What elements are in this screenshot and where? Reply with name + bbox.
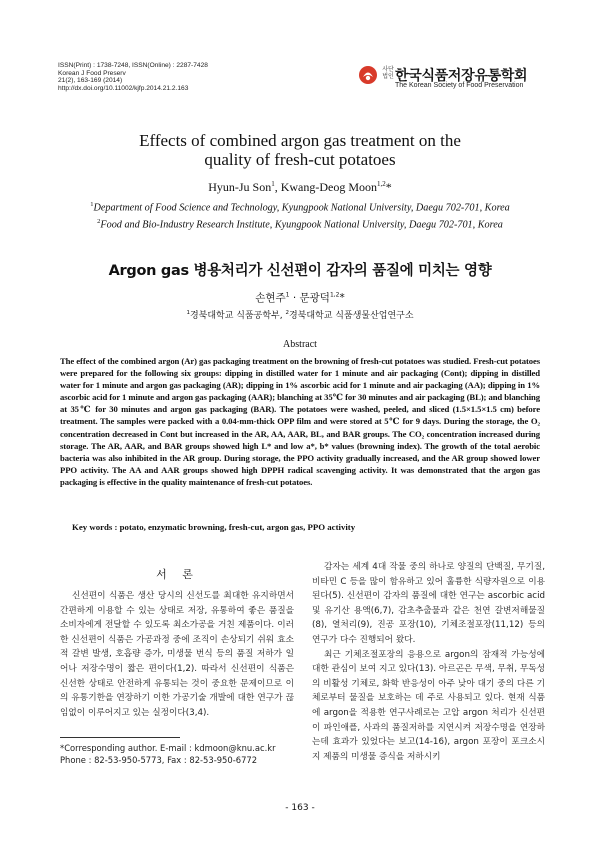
author-sup: 1 bbox=[271, 180, 275, 188]
society-name-en: The Korean Society of Food Preservation bbox=[395, 82, 524, 89]
keywords bbox=[72, 522, 542, 532]
footnote-phone: Phone : 82-53-950-5773, Fax : 82-53-950-6772 bbox=[60, 755, 258, 765]
paragraph: 신선편이 식품은 생산 당시의 신선도를 최대한 유지하면서 간편하게 이용할 수 있는 상태로 저장, 유통하여 좋은 품질을 소비자에게 전달할 수 있도록 최소가공을 거친 제품이다. 이러한 신선편이 식품은 가공과정 중에 조직이 손상되기 쉬워 효소적 갈변 발생, 호흡량 증가, 미생물 번식 등의 품질 저하가 일어나 저장수명이 짧은 편이다(1,2). 따라서 신선편이 식품은 신선한 상태로 안전하게 유통되는 것이 중요한 문제이므로 이의 유통기한을 연장하기 이한 가공기술 개발에 대한 연구가 끊임없이 이루어지고 있는 실정이다(3,4). bbox=[60, 591, 294, 718]
issn-line: ISSN(Print) : 1738-7248, ISSN(Online) : 2287-7428 bbox=[58, 62, 208, 69]
society-type-label: 사단 법인 bbox=[382, 66, 394, 80]
society-emblem-icon bbox=[358, 65, 378, 85]
paragraph: 최근 기체조절포장의 응용으로 argon의 잠재적 가능성에 대한 관심이 보여 지고 있다(13). 아르곤은 무색, 무취, 무독성의 비활성 기체로, 화학 반응성이 아주 낮아 대기 중의 다른 기체로부터 물질을 보호하는 데 주로 사용되고 있다. 현재 식품에 argon을 적용한 연구사례로는 고압 argon 처리가 신선편이 파인애플, 사과의 품질저하를 지연시켜 저장수명을 연장하는데 효과가 있었다는 보고(14-16), argon 포장이 포크소시지 제품의 미생물 증식을 저하시키 bbox=[312, 649, 545, 762]
article-title-en: Effects of combined argon gas treatment on the quality of fresh-cut potatoes bbox=[139, 131, 461, 169]
author-sup: 1,2 bbox=[377, 180, 386, 188]
corresponding-mark: * bbox=[385, 180, 392, 194]
author-name-ko: 문광덕 bbox=[299, 292, 330, 304]
article-title-ko: Argon gas 병용처리가 신선편이 감자의 품질에 미치는 영향 bbox=[108, 263, 492, 279]
abstract-text: The effect of the combined argon (Ar) gas packaging treatment on the browning of fresh-cut potatoes was studied. Fresh-cut potatoes were prepared for the following six groups: dipping in distilled water for 1 minute and air packaging (Cont); dipping in distilled water for 1 minute and argon gas packaging (AR); dipping in 1% ascorbic acid for 1 minute and air packaging (AA); dipping in 1% ascorbic acid for 1 minute and argon gas packaging (AAR); blanching at 35℃ for 30 minutes and air packaging (BL); and blanching at 35℃ for 30 minutes and argon gas packaging (BAR). The potatoes were washed, peeled, and sliced (1.5×1.5×1.5 cm) before treatment. The samples were packed with a 0.04-mm-thick OPP film and were stored at 5℃ for 9 days. During the storage, the O₂ concentration decreased in Cont but increased in the AR, AA, AAR, BL, and BAR groups. The CO₂ concentration increased during storage. The AR, AAR, and BAR groups showed high L* and low a*, b* values (browning index). The growth of the total aerobic bacteria was also inhibited in the AR group. During storage, the PPO activity gradually increased, and the AR group showed lower PPO activity. The AA and AAR groups showed high DPPH radical scavenging activity. It was demonstrated that the argon gas packaging is effective in the quality maintenance of fresh-cut potatoes. bbox=[60, 356, 540, 487]
authors-ko: 손현주$^1$ · 문광덕$^{1,2}$* bbox=[255, 291, 345, 304]
journal-metadata bbox=[58, 62, 318, 92]
author-name-ko: 손현주 bbox=[255, 292, 286, 304]
intro-left-column bbox=[60, 589, 294, 720]
intro-right-column bbox=[312, 560, 545, 764]
section-heading-intro: 서 론 bbox=[156, 568, 199, 581]
keywords-label: Key words : bbox=[72, 522, 120, 532]
abstract-heading: Abstract bbox=[283, 339, 317, 350]
society-logo bbox=[358, 63, 548, 91]
doi-link[interactable]: http://dx.doi.org/10.11002/kjfp.2014.21.2.163 bbox=[58, 84, 189, 92]
journal-name-line: Korean J Food Preserv bbox=[58, 69, 126, 77]
affiliation-2: $^2$Food and Bio-Industry Research Institute, Kyungpook National University, Daegu 702-701, Korea bbox=[97, 217, 503, 231]
author-separator-ko: · bbox=[289, 292, 300, 304]
authors-en bbox=[60, 180, 540, 195]
author-separator: , bbox=[274, 180, 281, 194]
corresponding-author-footnote bbox=[60, 742, 300, 766]
author-name: Kwang-Deog Moon bbox=[280, 180, 378, 194]
society-name-ko: 한국식품저장유통학회 bbox=[395, 68, 528, 84]
author-name: Hyun-Ju Son bbox=[208, 180, 272, 194]
affiliations-en bbox=[60, 198, 540, 232]
volume-line: 21(2), 163-169 (2014) bbox=[58, 77, 123, 85]
corresponding-mark-ko: * bbox=[339, 292, 345, 304]
affiliations-ko: $^1$경북대학교 식품공학부, $^2$경북대학교 식품생물산업연구소 bbox=[186, 310, 414, 321]
paragraph: 감자는 세계 4대 작물 중의 하나로 양질의 단백질, 무기질, 비타민 C 등을 많이 함유하고 있어 훌륭한 식량자원으로 이용된다(5). 신선편이 감자의 품질에 대한 연구는 ascorbic acid 및 유기산 용액(6,7), 감초추출물과 같은 천연 갈변저해물질(8), 열처리(9), 진공 포장(10), 기체조절포장(11,12) 등의 연구가 다수 진행되어 왔다. bbox=[312, 562, 545, 645]
page-number: - 163 - bbox=[285, 803, 315, 813]
affiliation-1: $^1$Department of Food Science and Technology, Kyungpook National University, Daegu 702-701, Korea bbox=[90, 201, 510, 214]
footnote-email: *Corresponding author. E-mail : kdmoon@knu.ac.kr bbox=[60, 743, 276, 753]
keywords-text: potato, enzymatic browning, fresh-cut, argon gas, PPO activity bbox=[119, 522, 356, 532]
footnote-divider bbox=[60, 737, 180, 738]
